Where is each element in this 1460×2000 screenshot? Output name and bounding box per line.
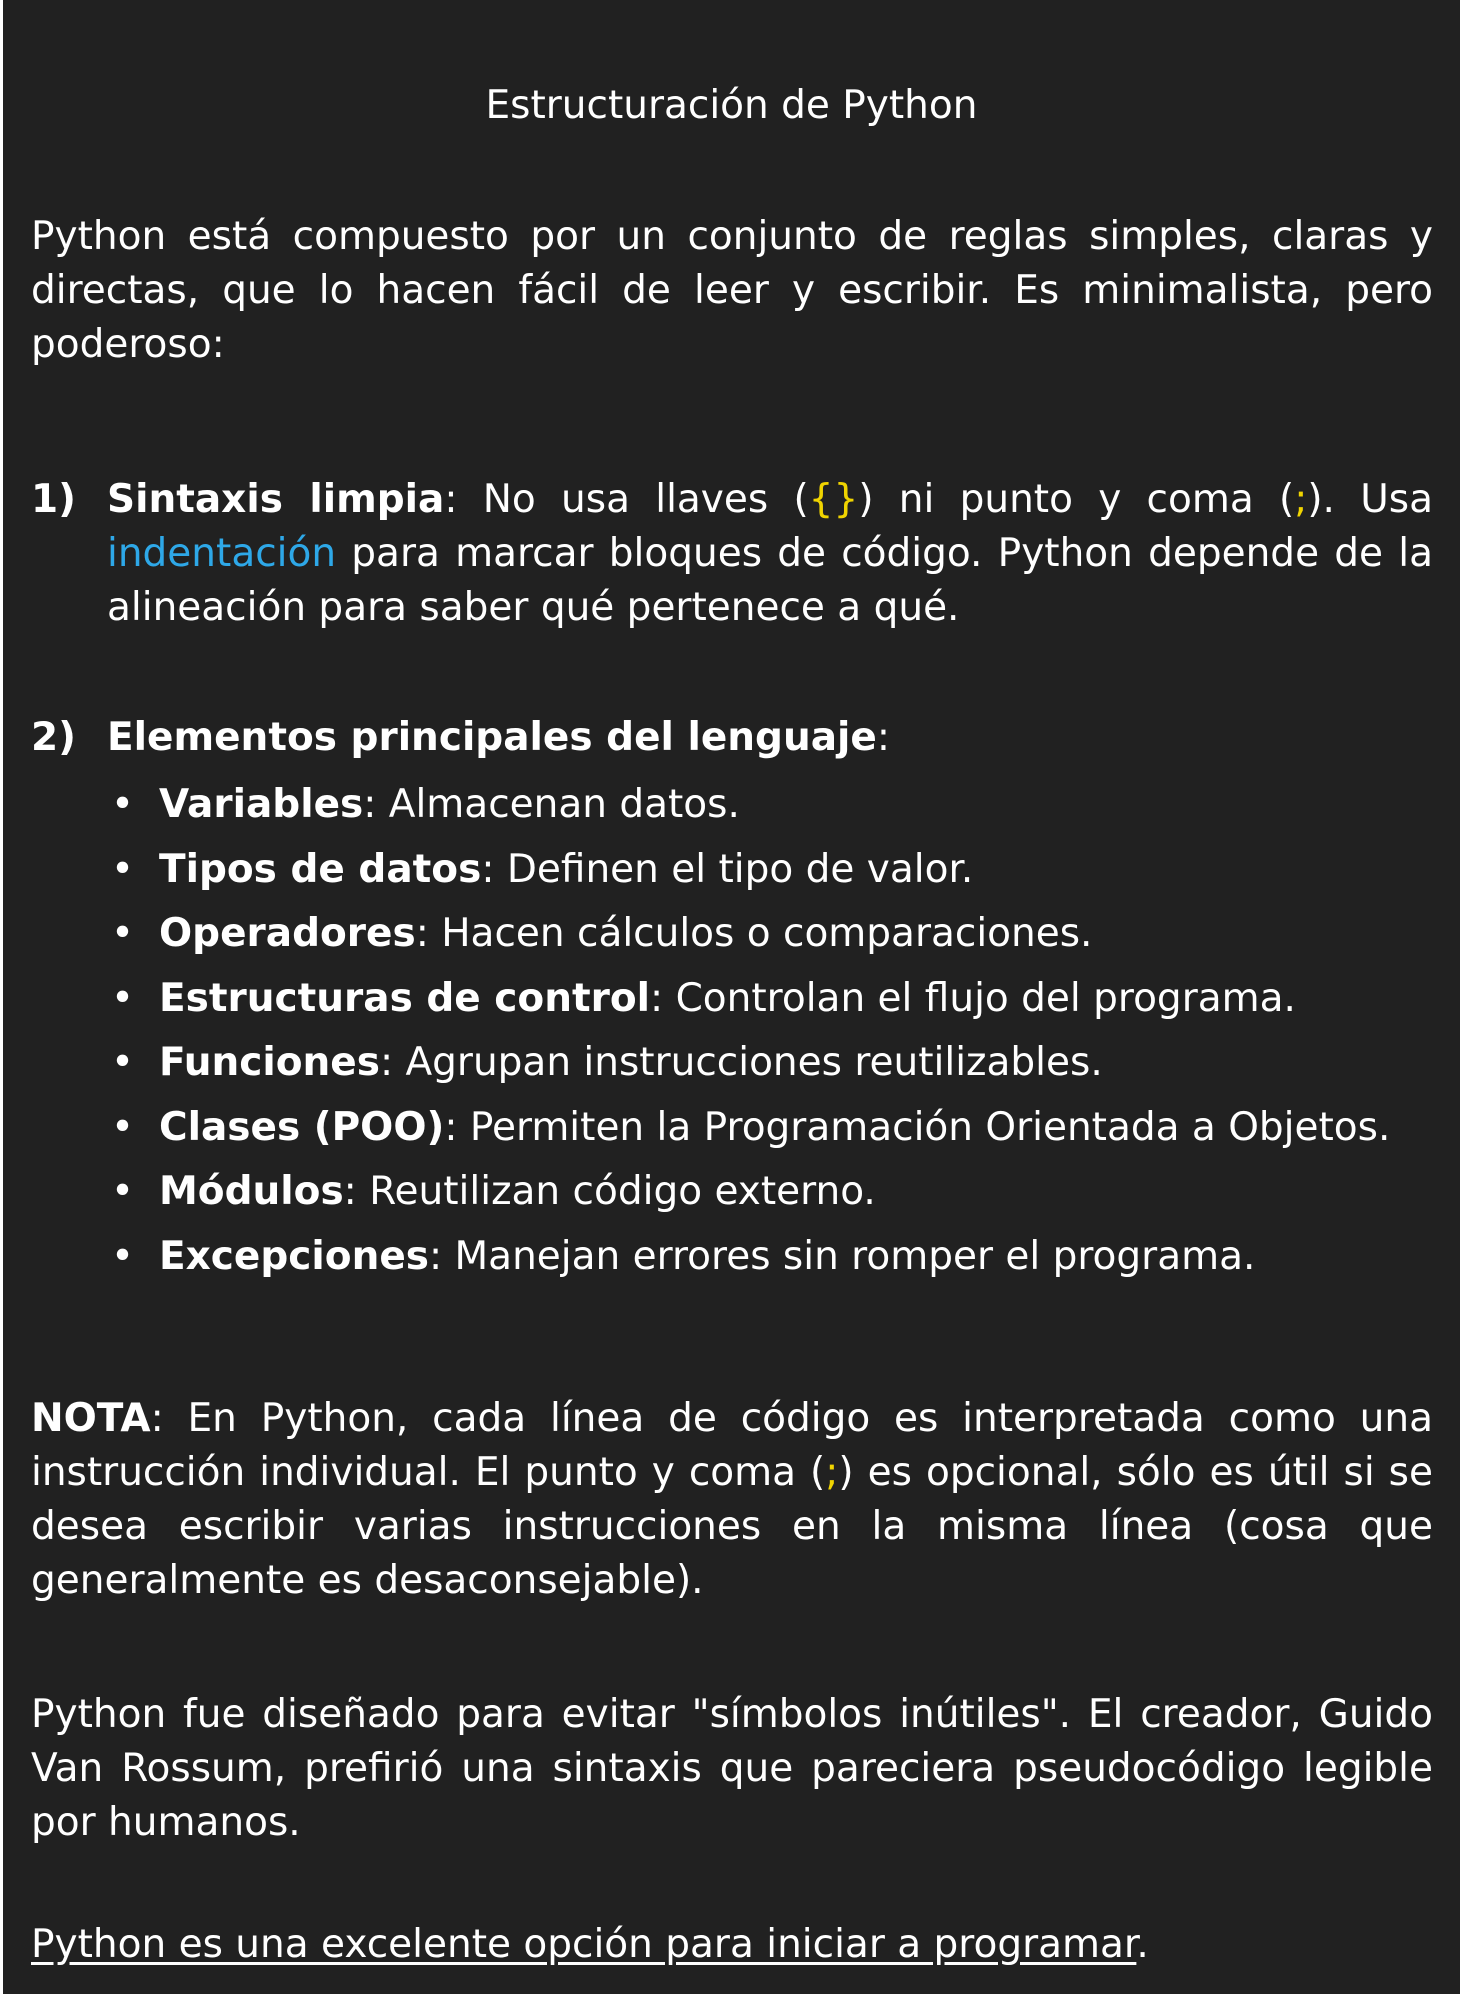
list-item-desc: : Permiten la Programación Orientada a Objetos. xyxy=(444,1104,1391,1150)
section-2-term: Elementos principales del lenguaje xyxy=(107,715,877,760)
list-item-desc: : Hacen cálculos o comparaciones. xyxy=(415,911,1093,956)
list-item-desc: : Controlan el flujo del programa. xyxy=(650,975,1296,1021)
indentation-link[interactable]: indentación xyxy=(107,531,337,576)
note-label: NOTA xyxy=(31,1396,151,1441)
list-item xyxy=(107,838,1427,903)
note-semicolon-code: ; xyxy=(825,1450,839,1495)
list-item-term: Estructuras de control xyxy=(159,975,651,1021)
list-item-term: Variables xyxy=(159,782,364,827)
list-item xyxy=(107,773,1427,838)
final-period: . xyxy=(1136,1922,1149,1967)
list-item-desc: : Manejan errores sin romper el programa. xyxy=(429,1233,1256,1279)
list-item-desc: : Almacenan datos. xyxy=(363,782,740,827)
document-page xyxy=(3,0,1460,1994)
semicolon-code: ; xyxy=(1294,477,1308,522)
bullet-icon: • xyxy=(111,911,135,956)
bullet-icon: • xyxy=(111,782,135,827)
list-item xyxy=(107,902,1427,967)
list-item xyxy=(107,967,1427,1032)
list-item-desc: : Definen el tipo de valor. xyxy=(481,846,974,892)
note-text-a: : En Python, cada línea de código es interpretada como una instrucción individual. El punto y coma ( xyxy=(31,1396,1433,1495)
section-1-text-c: ). Usa xyxy=(1307,477,1433,522)
list-item xyxy=(107,1031,1427,1096)
final-paragraph xyxy=(31,1918,1433,1972)
braces-code: {} xyxy=(808,477,859,522)
creator-paragraph: Python fue diseñado para evitar "símbolos inútiles". El creador, Guido Van Rossum, prefirió una sintaxis que pareciera pseudocódigo legible por humanos. xyxy=(31,1692,1433,1845)
note-text-b: ) es opcional, sólo es útil si se desea escribir varias instrucciones en la misma línea (cosa que generalmente es desaconsejable). xyxy=(31,1450,1433,1603)
list-item-term: Funciones xyxy=(159,1040,380,1085)
bullet-icon: • xyxy=(111,1169,135,1214)
list-item xyxy=(107,1096,1427,1161)
section-2-separator: : xyxy=(876,715,891,760)
section-1-number: 1) xyxy=(31,477,76,522)
list-item xyxy=(107,1160,1427,1225)
note-paragraph xyxy=(31,1392,1433,1608)
section-1-separator: : xyxy=(444,477,483,522)
final-statement: Python es una excelente opción para iniciar a programar xyxy=(31,1922,1137,1967)
intro-paragraph: Python está compuesto por un conjunto de reglas simples, claras y directas, que lo hacen fácil de leer y escribir. Es minimalista, pero poderoso: xyxy=(31,214,1433,367)
section-1-text-b: ) ni punto y coma ( xyxy=(858,477,1295,522)
list-item-term: Módulos xyxy=(159,1169,344,1214)
section-1-paragraph xyxy=(107,473,1433,635)
section-1-text-a: No usa llaves ( xyxy=(482,477,809,522)
list-item-desc: : Agrupan instrucciones reutilizables. xyxy=(379,1040,1103,1085)
list-item-term: Clases (POO) xyxy=(159,1104,445,1150)
elements-list xyxy=(107,773,1427,1289)
bullet-icon: • xyxy=(111,846,135,892)
document-title: Estructuración de Python xyxy=(485,83,978,128)
section-2-number: 2) xyxy=(31,715,76,760)
section-1-text-d: para marcar bloques de código. Python depende de la alineación para saber qué pertenece a qué. xyxy=(107,531,1433,630)
section-2-heading xyxy=(107,711,1433,765)
bullet-icon: • xyxy=(111,1104,135,1150)
list-item-term: Excepciones xyxy=(159,1233,429,1279)
bullet-icon: • xyxy=(111,1233,135,1279)
section-1-term: Sintaxis limpia xyxy=(107,477,445,522)
list-item-desc: : Reutilizan código externo. xyxy=(343,1169,876,1214)
list-item-term: Operadores xyxy=(159,911,416,956)
bullet-icon: • xyxy=(111,975,135,1021)
bullet-icon: • xyxy=(111,1040,135,1085)
list-item-term: Tipos de datos xyxy=(159,846,482,892)
list-item xyxy=(107,1225,1427,1290)
